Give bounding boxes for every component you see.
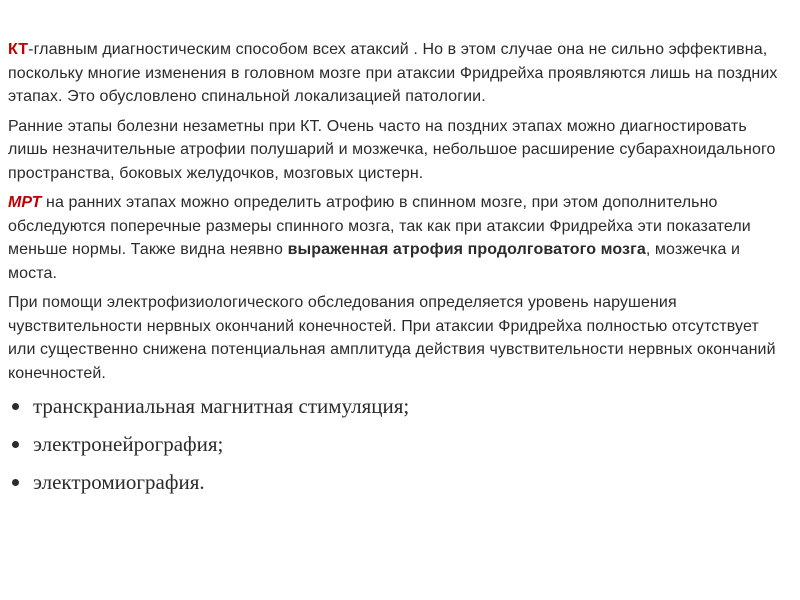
- list-item-text: транскраниальная магнитная стимуляция;: [33, 394, 410, 418]
- paragraph-electrophysiology: [8, 291, 790, 385]
- paragraph-mrt-text-after: , мозжечка и моста.: [8, 241, 741, 282]
- paragraph-mrt: [8, 191, 790, 285]
- term-ct: КТ: [8, 41, 29, 58]
- paragraph-early-stages-text: Ранние этапы болезни незаметны при КТ. Очень часто на поздних этапах можно диагностировать лишь незначительные атрофии полушарий и мозжечка, небольшое расширение субарахноидального пространства, боковых желудочков, мозговых цистерн.: [8, 117, 776, 182]
- paragraph-electrophysiology-text: При помощи электрофизиологического обследования определяется уровень нарушения чувствительности нервных окончаний конечностей. При атаксии Фридрейха полностью отсутствует или существенно снижена потенциальная амплитуда действия чувствительности нервных окончаний конечностей.: [8, 294, 776, 382]
- list-item: [8, 391, 790, 421]
- list-item-text: электромиография.: [33, 470, 205, 494]
- paragraph-ct-text: -главным диагностическим способом всех атаксий . Но в этом случае она не сильно эффективна, поскольку многие изменения в головном мозге при атаксии Фридрейха проявляются лишь на поздних этапах. Это обусловлено спинальной локализацией патологии.: [8, 41, 778, 105]
- paragraph-mrt-emphasis: выраженная атрофия продолговатого мозга: [287, 241, 646, 258]
- bullet-icon: [12, 403, 19, 410]
- paragraph-early-stages: [8, 115, 790, 186]
- term-mrt: МРТ: [8, 194, 42, 211]
- bullet-icon: [12, 479, 19, 486]
- list-item-text: электронейрография;: [33, 432, 224, 456]
- method-list: [8, 391, 790, 497]
- list-item: [8, 429, 790, 459]
- paragraph-ct: [8, 38, 790, 109]
- list-item: [8, 467, 790, 497]
- slide-content: [8, 38, 790, 505]
- bullet-icon: [12, 441, 19, 448]
- paragraph-mrt-text-before: на ранних этапах можно определить атрофию в спинном мозге, при этом дополнительно обследуются поперечные размеры спинного мозга, так как при атаксии Фридрейха эти показатели меньше нормы. Также видна неявно: [8, 194, 751, 258]
